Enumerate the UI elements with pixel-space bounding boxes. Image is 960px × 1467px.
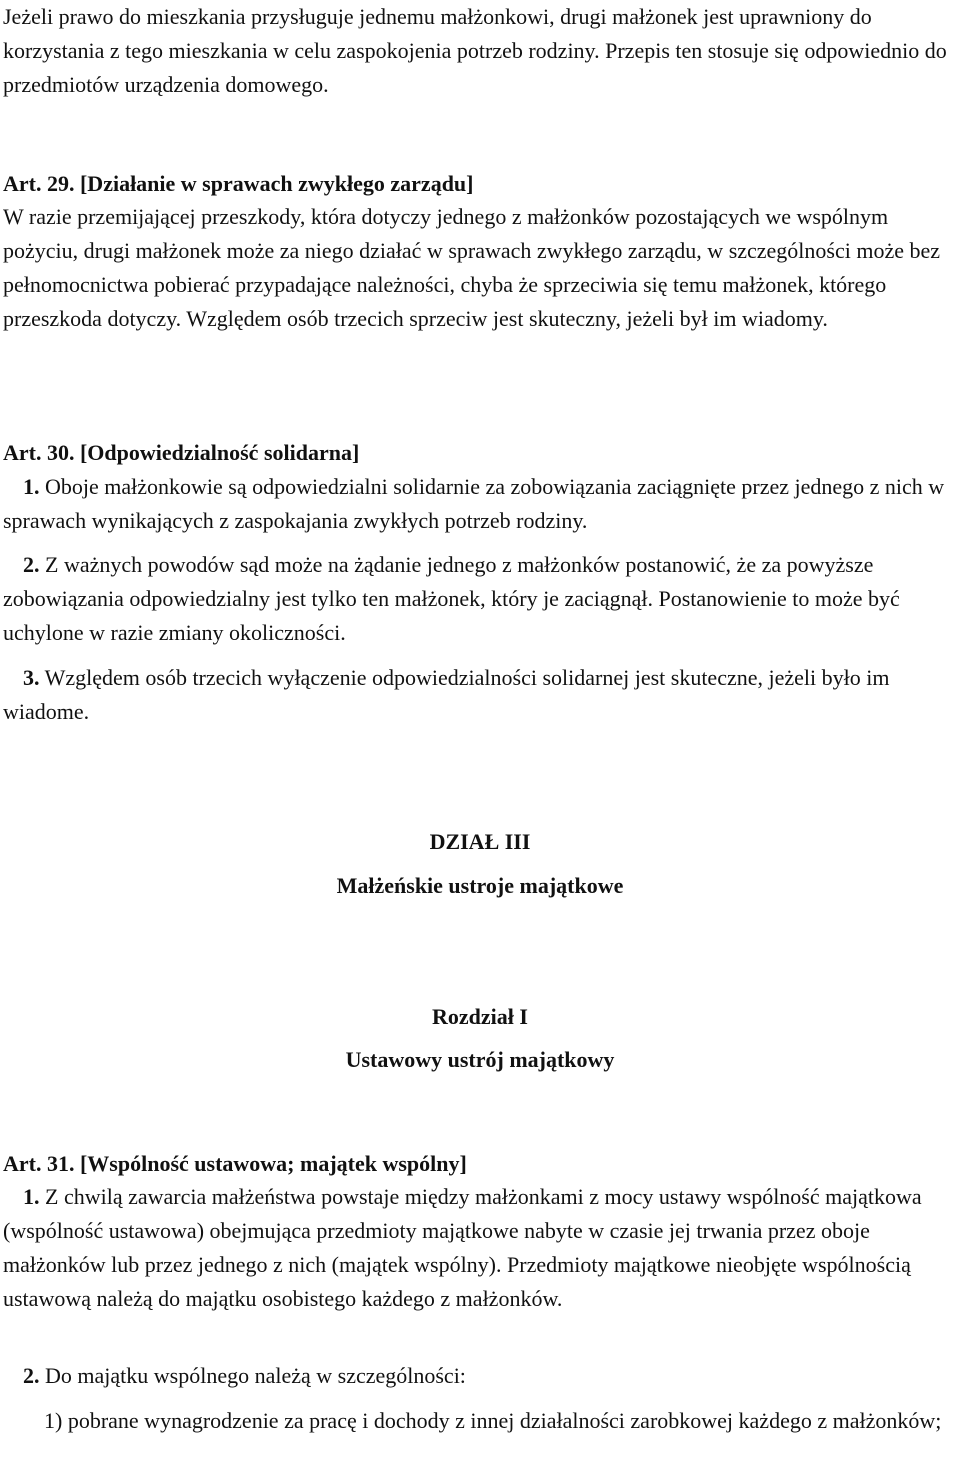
paragraph-number: 1. [23,1184,40,1209]
article-30-paragraph-1 [3,470,953,538]
paragraph-intro: Jeżeli prawo do mieszkania przysługuje jednemu małżonkowi, drugi małżonek jest uprawniony do korzystania z tego mieszkania w celu zaspokojenia potrzeb rodziny. Przepis ten stosuje się odpowiednio do przedmiotów urządzenia domowego. [3,4,947,97]
article-31-heading: Art. 31. [Wspólność ustawowa; majątek wspólny] [3,1151,467,1176]
paragraph-text: Z chwilą zawarcia małżeństwa powstaje między małżonkami z mocy ustawy wspólność majątkowa (wspólność ustawowa) obejmująca przedmioty majątkowe nabyte w czasie jej trwania przez oboje małżonków lub przez jednego z nich (majątek wspólny). Przedmioty majątkowe nieobjęte wspólnością ustawową należą do majątku osobistego każdego z małżonków. [3,1184,922,1311]
paragraph-text: Względem osób trzecich wyłączenie odpowiedzialności solidarnej jest skuteczne, jeżeli było im wiadome. [3,665,890,724]
paragraph-text: Oboje małżonkowie są odpowiedzialni solidarnie za zobowiązania zaciągnięte przez jednego z nich w sprawach wynikających z zaspokajania zwykłych potrzeb rodziny. [3,474,945,533]
paragraph-text: Do majątku wspólnego należą w szczególności: [39,1363,466,1388]
paragraph-number: 2. [23,1363,40,1388]
chapter-title: Ustawowy ustrój majątkowy [345,1047,615,1072]
list-item-number: 1) [44,1408,63,1433]
paragraph-number: 3. [23,665,40,690]
article-31-paragraph-2 [3,1359,953,1393]
article-29-heading: Art. 29. [Działanie w sprawach zwykłego zarządu] [3,171,474,196]
chapter-label: Rozdział I [432,1004,528,1029]
list-item [44,1404,954,1438]
division-label: DZIAŁ III [429,829,531,854]
article-31-paragraph-1 [3,1180,953,1316]
article-30-paragraph-3 [3,661,953,729]
article-29-text: W razie przemijającej przeszkody, która dotyczy jednego z małżonków pozostających we wspólnym pożyciu, drugi małżonek może za niego działać w sprawach zwykłego zarządu, w szczególności może bez pełnomocnictwa pobierać przypadające należności, chyba że sprzeciwia się temu małżonek, którego przeszkoda dotyczy. Względem osób trzecich sprzeciw jest skuteczny, jeżeli był im wiadomy. [3,204,941,331]
paragraph-number: 2. [23,552,40,577]
list-item-text: pobrane wynagrodzenie za pracę i dochody z innej działalności zarobkowej każdego z małżonków; [62,1408,942,1433]
paragraph-text: Z ważnych powodów sąd może na żądanie jednego z małżonków postanowić, że za powyższe zobowiązania odpowiedzialny jest tylko ten małżonek, który je zaciągnął. Postanowienie to może być uchylone w razie zmiany okoliczności. [3,552,900,645]
article-30-heading: Art. 30. [Odpowiedzialność solidarna] [3,440,360,465]
division-title: Małżeńskie ustroje majątkowe [336,873,624,898]
article-30-paragraph-2 [3,548,953,650]
paragraph-number: 1. [23,474,40,499]
